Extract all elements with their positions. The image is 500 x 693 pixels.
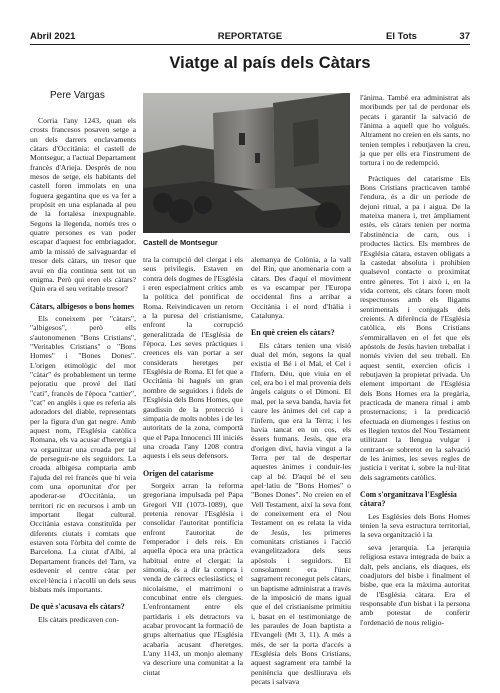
paragraph: Els coneixem per "càtars", "albigesos", però ells s'autonomenen "Bons Cristians", "Veritables Cristians" o "Bons Homes" i "Bones Dones". L'origen etimològic del mot "càtar" és probablement un terme pejoratiu que prové del llatí "cati", francès de l'època "cattier", "cat" en anglès i que es referia als adoradors del diable, representats per la figura d'un gat negre. Amb aquest nom, l'Església catòlica Romana, els va acusar d'heretgia i va organitzar una croada per tal de perseguir-ne els seguidors. La croada albigesa comptaria amb l'ajuda del rei francès que hi veia com una oportunitat d'or per apoderar-se d'Occitània, un territori ric en recursos i amb un important llegat cultural. Occitània estava constituïda per diferents ciutats i comtats que estaven sota l'òrbita del comte de Barcelona. La ciutat d'Albi, al Departament francès del Tarn, va esdevenir el centre càtar per excel·lència i n'acollí un dels seus bisbats més importants. (30, 313, 136, 594)
column-2 (143, 255, 243, 677)
subheading: De què s'acusava els càtars? (30, 602, 125, 612)
issue-date: Abril 2021 (30, 31, 76, 42)
column-4 (360, 93, 470, 627)
column-1 (30, 116, 136, 624)
article-author: Pere Vargas (50, 90, 105, 101)
paragraph: alemanya de Colònia, a la vall del Rin, que anomenaria com a càtars. Des d'aquí el moviment es va escampar per l'Europa occidental fins a arribar a Occitània i el nord d'Itàlia i Catalunya. (251, 255, 351, 321)
paragraph: Pràctiques del catarisme Els Bons Cristians practicaven també l'endura, és a dir un període de dejuni ritual, a pa i aigua. De la mateixa manera i, tret àmpliament estès, els càtars tenien per norma l'abstinència de carn, ous i productes làctics. Els membres de l'Església càtara, estaven obligats a la castedat absoluta i prohibien qualsevol contacte o proximitat entre gèneres. Tot i això i, en la vida corrent, els càtars foren molt respectuosos amb els lligams sentimentals i conjugals dels creients. A diferència de l'Església catòlica, els Bons Cristians s'emmirallaven en el fet que els apòstols de Jesús havien treballat i només vivien del seu treball. En aquest sentit, exercien oficis i rebutjaven la propietat privada. Un element important de l'Església dels Bons Homes era la pregària, practicada de manera ritual i amb prosternacions; i la predicació efectuada en diumenges i festius on es llegien textos del Nou Testament utilitzant la llengua vulgar i centrant-se sobretot en la salvació de les ànimes, les seves regles de justícia i veritat i, sobre la nul·litat dels sagraments catòlics. (360, 173, 470, 482)
page-number: 37 (459, 31, 470, 42)
castle-ruins-photo (143, 93, 350, 233)
publication-name: El Tots (386, 31, 417, 42)
subheading: Origen del catarisme (143, 468, 214, 478)
paragraph: tra la corrupció del clergat i els seus privilegis. Estaven en contra dels dogmes de l'Església i eren especialment crítics amb la política del pontificat de Roma. Reivindicaven un retorn a la puresa del cristianisme, enfront la corrupció generalitzada de l'Església de l'època. Les seves pràctiques i creences els van portar a ser considerats heretges per l'Església de Roma. El fet que a Occitània hi hagués un gran nombre de seguidors i fidels de l'Església dels Bons Homes, que gaudissin de la protecció i simpatia de molts nobles i de les autoritats de la zona, comportà que el Papa Innocenci III iniciés una croada l'any 1208 contra aquests i els seus defensors. (143, 255, 243, 461)
photo-caption: Castell de Montsegur (143, 238, 218, 247)
header-rule (30, 44, 470, 45)
article-title: Viatge al país dels Càtars (169, 54, 371, 72)
paragraph: seva jerarquia. La jerarquia religiosa estava integrada de baix a dalt, pels ancians, els diaques, els coadjutors del bisbe i finalment el bisbe, que era la màxima autoritat de l'Església càtara. Era el responsable d'un bisbat i la persona amb potestat de conferir l'ordenació de nous religio- (360, 542, 470, 627)
column-3 (251, 255, 351, 686)
paragraph: l'ànima. També era administrat als moribunds per tal de perdonar els pecats i garantir la salvació de l'ànima a aquell que ho volgués. Altrament no creien en els sants, no tenien temples i rebutjaven la creu, ja que per ells era l'instrument de tortura i no de redempció. (360, 93, 470, 168)
paragraph: Els càtars tenien una visió dual del món, segons la qual existia el Bé i el Mal, el Cel i l'Infern. Déu, que viuia en el cel, era bo i el mal provenia dels àngels caiguts o el Dimoni. El mal, per la seva banda, havia fet caure les ànimes del cel cap a l'infern, que era la Terra; i les havia tancat en un cos, els éssers humans. Jesús, que era d'origen diví, havia vingut a la Terra per tal de despertar aquestes ànimes i conduir-les cap al bé. D'aquí bé el seu apel·latiu de "Bons Homes" o "Bones Dones". No creien en el Vell Testament, així la seva font de coneixement era el Nou Testament on es relata la vida de Jesús, les primeres comunitats cristianes i l'acció evangelitzadora dels seus apòstols i seguidors. El consolament era l'únic sagrament reconegut pels càtars, un baptisme administrat a través de la imposició de mans igual que el del cristianisme primitiu i, basat en el testimoniatge de les paraules de Joan baptista a l'Evangeli (Mt 3, 11). A més a més, de ser la porta d'accés a l'Església dels Bons Cristians, aquest sagrament era també la penitència que deslliurava els pecats i salvava (251, 340, 351, 687)
paragraph: Els càtars predicaven con- (38, 614, 119, 624)
section-name: REPORTATGE (217, 31, 283, 42)
subheading: Càtars, albigesos o bons homes (30, 301, 135, 311)
paragraph: Les Esglésies dels Bons Homes tenien la seva estructura territorial, la seva organització i la (360, 511, 470, 540)
paragraph: Corria l'any 1243, quan els crosts francesos posaven setge a un dels darrers enclavaments càtars d'Occitània: el castell de Montsegur, a l'actual Departament francès d'Arieja. Després de nou mesos de setge, els habitants del castell foren immolats en una foguera gegantina que es va fer a propòsit en una esplanada al peu de la fortalesa inexpugnable. Segons la llegenda, només tres o quatre persones es van poder escapar d'aquest foc embriagador, amb la missió de salvaguardar el tresor dels càtars, un tresor que avui en dia continua sent tot un enigma. Però qui eren els càtars? Quin era el seu veritable tresor? (30, 116, 136, 294)
paragraph: Sorgeix arran la reforma gregoriana impulsada pel Papa Gregori VII (1073-1089), que pretenia renovar l'Església i consolidar l'autoritat pontifícia enfront l'autoritat de l'emperador i dels reis. En aquella època era una pràctica habitual entre el clergat: la simonia, és a dir la compra i venda de càrrecs eclesiàstics; el nicolaisme, el matrimoni o concubinat entre els clergues. L'enfrontament entre els partidaris i els detractors va acabar provocant la formació de grups alternatius que l'Església acabaria acusant d'heretges. L'any 1143, un monjo alemany va descriure una comunitat a la ciutat (143, 480, 243, 677)
subheading: Com s'organitzava l'Església càtara? (360, 490, 457, 509)
subheading: En què creien els càtars? (251, 328, 335, 338)
